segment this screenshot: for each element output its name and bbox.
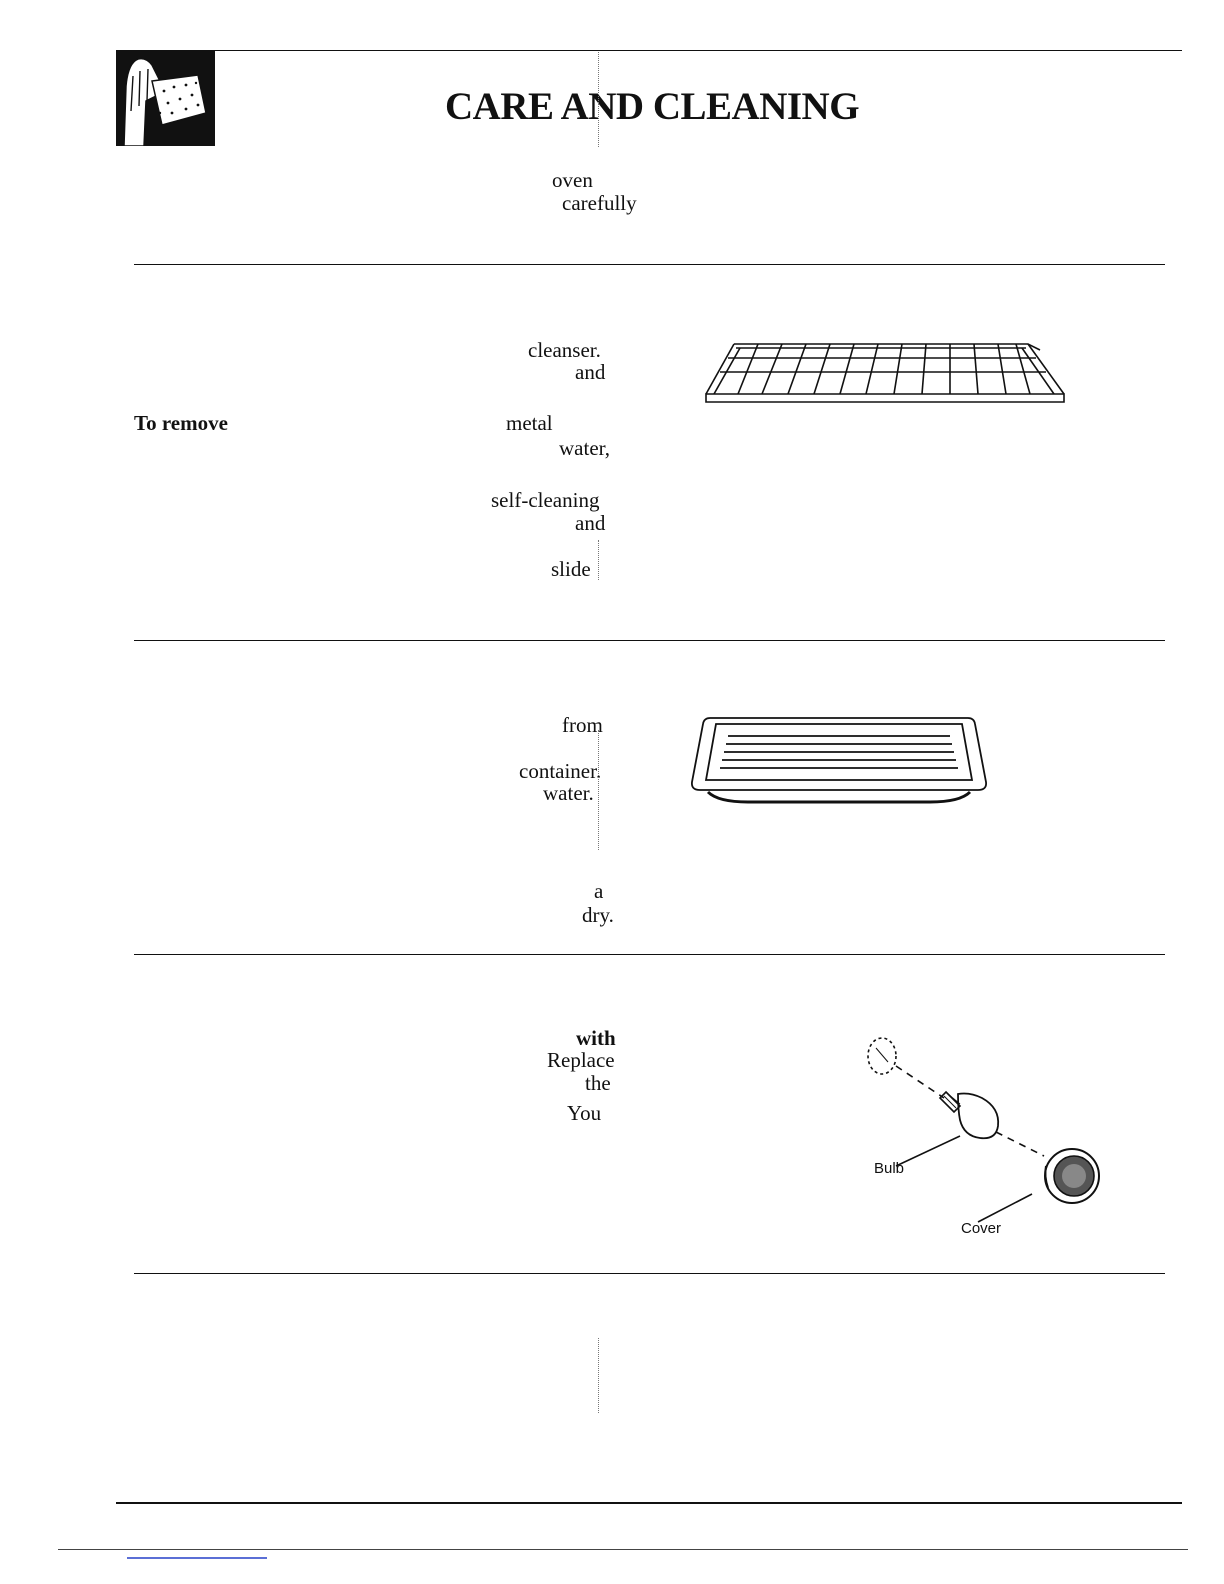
pan-text-4: a bbox=[594, 879, 604, 903]
pan-text-3: water. bbox=[543, 781, 594, 805]
fold-line bbox=[598, 1338, 599, 1413]
light-text-1: with bbox=[576, 1026, 616, 1050]
footer-link-underline[interactable] bbox=[127, 1557, 267, 1559]
section-divider-2 bbox=[134, 640, 1165, 641]
intro-text-2: carefully bbox=[562, 191, 637, 215]
oven-rack-icon bbox=[700, 336, 1070, 408]
light-text-4: You bbox=[567, 1101, 602, 1125]
section-divider-1 bbox=[134, 264, 1165, 265]
section-divider-4 bbox=[134, 1273, 1165, 1274]
racks-text-3: metal bbox=[506, 411, 553, 435]
racks-lead-heading: To remove bbox=[134, 411, 228, 435]
fold-line bbox=[598, 730, 599, 850]
bulb-caption: Bulb bbox=[874, 1160, 905, 1177]
hand-with-sponge-icon bbox=[116, 51, 215, 146]
footer-rule bbox=[58, 1549, 1188, 1550]
racks-text-5: self-cleaning bbox=[491, 488, 600, 512]
pan-text-5: dry. bbox=[582, 903, 614, 927]
pan-text-2: container. bbox=[519, 759, 602, 783]
light-text-2: Replace bbox=[547, 1048, 615, 1072]
section-divider-3 bbox=[134, 954, 1165, 955]
broiler-pan-icon bbox=[688, 712, 990, 804]
oven-light-bulb-icon bbox=[860, 1032, 1110, 1242]
racks-text-1: cleanser. bbox=[528, 338, 601, 362]
page-title: CARE AND CLEANING bbox=[445, 85, 860, 128]
racks-text-4: water, bbox=[559, 436, 611, 460]
fold-line bbox=[598, 540, 599, 580]
racks-text-7: slide bbox=[551, 557, 591, 581]
intro-text-1: oven bbox=[552, 168, 593, 192]
cover-caption: Cover bbox=[961, 1220, 1002, 1237]
light-text-3: the bbox=[585, 1071, 611, 1095]
fold-line bbox=[598, 52, 599, 147]
racks-text-6: and bbox=[575, 511, 606, 535]
racks-text-2: and bbox=[575, 360, 606, 384]
header-top-rule bbox=[116, 50, 1182, 51]
page-bottom-rule bbox=[116, 1502, 1182, 1504]
pan-text-1: from bbox=[562, 713, 603, 737]
